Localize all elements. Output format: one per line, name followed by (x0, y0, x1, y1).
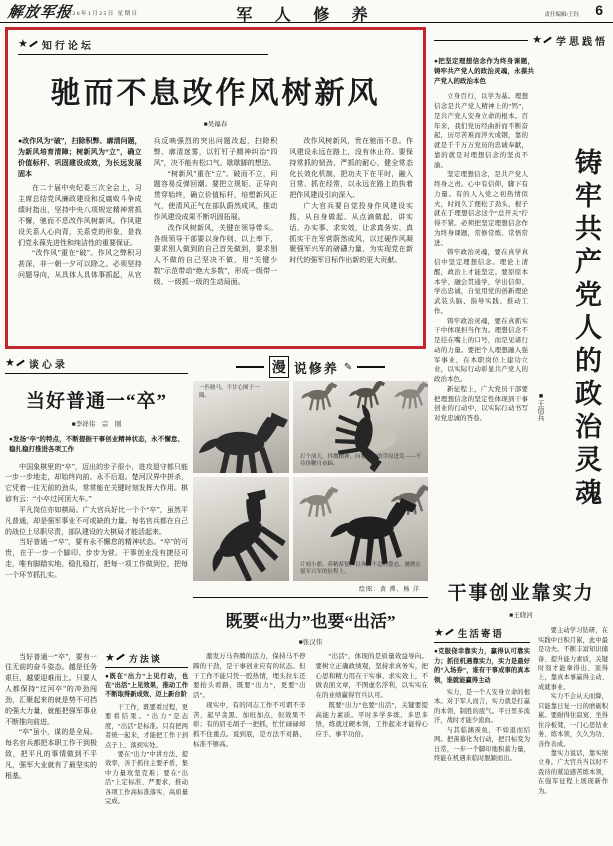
divider-line (357, 366, 385, 368)
paragraph: 要在“出力”中讲方法、提效率，善于抓住主要矛盾，集中力量攻坚克难；要在“出活”上定标准、严要求，推动各项工作高标准落实、高质量完成。 (105, 751, 188, 806)
method-summary: ●既在“出力”上见行动，也在“出活”上见效果，推动工作不断取得新成效、迈上新台阶 (105, 672, 188, 699)
pen-icon: ✎ (343, 361, 353, 373)
page-header (0, 0, 613, 23)
strength-article-body (538, 626, 608, 846)
page-number: 6 (595, 2, 603, 18)
date-line: 2026年1月25日 星期日 (64, 11, 139, 17)
method-body (105, 703, 188, 807)
star-swoosh-icon (116, 654, 125, 661)
strength-article (434, 578, 608, 846)
paragraph: 现实中，有的同志工作不可谓不辛苦，起早贪黑、加班加点，但效果不彰；有的眉毛胡子一把抓，忙忙碌碌却抓不住重点。说到底，是方法不对路、标准不够高。 (193, 701, 306, 748)
center-column (193, 356, 428, 842)
divider-line (236, 366, 264, 368)
paragraph: 实力，是一个人安身立命的根本。对于军人而言，实力就是打赢的本领、制胜的底气。平日里多流汗，战时才能少流血。 (434, 689, 530, 725)
paragraph: “出活”，体现的是质量效益导向。要树立正确政绩观，坚持求真务实，把心思和精力用在干实事、求实效上，不做表面文章，不图虚名浮利，以实实在在的业绩赢得官兵认可。 (315, 653, 428, 699)
cartoon-panel-2 (293, 381, 428, 473)
wuxue-article-row (434, 92, 608, 568)
talk-article-body (5, 462, 188, 648)
life-summary: ●克服侥幸靠实力，赢得认可靠实力；抓住机遇靠实力，实力是最好的“入场券”，谁有干事成事的真本领，谁就能赢得主动 (434, 648, 530, 684)
paragraph: 要主动学习钻研，在实践中日积月累，此中最是功夫。不断丰富知识储备、提升能力素质，关键时刻才能拿得出、顶得上，靠真本事赢得主动、成就事业。 (538, 627, 608, 691)
wuxue-paragraphs (434, 92, 528, 424)
paragraph: “卒”虽小，谋的是全局。每名官兵都把本职工作干到极致，把平凡的事情做到不平凡，强军大业就有了最坚实的根基。 (5, 728, 97, 780)
life-body (434, 688, 530, 764)
talk-paragraphs (5, 462, 188, 581)
paragraph: 靠实力说话，靠实绩立身。广大官兵当以时不我待的紧迫感苦练本领，在强军征程上展现新作为。 (538, 749, 608, 795)
paragraph: 实力不会从天而降，只能靠日复一日的磨砺积累。要耐得住寂寞、坐得住冷板凳，一门心思钻业务、练本领，久久为功、善作善成。 (538, 693, 608, 748)
output-headline: 既要“出力”也要“出活” (225, 612, 396, 631)
talk-column (5, 356, 188, 842)
cartoon-panel-4 (293, 477, 428, 581)
section-label-fangfatan (105, 652, 188, 668)
life-section (434, 626, 530, 846)
main-article-summary: ●改作风为“破”，扫除积弊、廓清问题，为新风培育清障；树新风为“立”，确立价值标杆、巩固建设成效，为长远发展固本 (18, 137, 142, 178)
paragraph: “改作风”重在“破”。作风之弊积习甚深，非一朝一夕可以除之。必须坚持问题导向，从具体人具体事抓起，从官兵反映强烈的突出问题改起，扫除积弊、廓清迷雾，以钉钉子精神纠治“四风”，决不能有松口气、歇歇脚的想法。 (18, 137, 278, 280)
star-icon: ★ (532, 34, 542, 46)
cartoon-caption: 打个滚儿，抖擞精神，向着心中的草原进发——不待扬鞭自奋蹄。 (300, 453, 422, 468)
wuxue-headline-area (528, 92, 608, 568)
paragraph: “树新风”重在“立”。破而不立，问题容易反弹回潮。要把立规矩、正导向贯穿始终，确立价值标杆，培塑新风正气，使清风正气在部队蔚然成风，推动作风建设成果不断巩固拓展。 (153, 169, 278, 221)
talk-bottom-row (5, 652, 188, 834)
cartoon-panel-3 (193, 477, 289, 581)
section-label-text: 知行论坛 (41, 41, 94, 52)
cartoon-label-text: 说修养 (293, 360, 339, 376)
newspaper-logo: 解放军报 (6, 5, 73, 21)
star-swoosh-icon (16, 359, 25, 366)
paragraph: 中国象棋里的“卒”，迈出的步子很小，进攻退守都只能一步一步地走，却始终向前、永不后退。楚河汉界中拼杀，它凭着一往无前的劲头，常常能在关键时刻发挥大作用。棋谚有云：“小卒过河顶大车。” (5, 462, 188, 504)
star-icon: ★ (18, 38, 28, 50)
star-swoosh-icon (543, 36, 552, 43)
wuxue-vertical-headline: 铸牢共产党人的政治灵魂 (571, 148, 601, 512)
paragraph: 立身百行，以学为基。理想信念是共产党人精神上的“钙”，是共产党人安身立命的根本。百年来，我们党历经曲折而不断奋起，历尽苦难而淬火成钢，靠的就是千千万万党员的忠诚奉献，靠的就是对理想信念的坚贞不渝。 (434, 93, 528, 169)
talk-byline: ■李祥伟 宗 刚 (71, 421, 122, 428)
paragraph: 广大官兵要自觉投身作风建设实践，从自身做起、从点滴做起，讲实话、办实事、求实效，让求真务实、真抓实干在军营蔚然成风，以过硬作风凝聚强军兴军的磅礴力量，为实现党在新时代的强军目标作出新的更大贡献。 (289, 202, 413, 265)
paragraph: 激发万马奔腾的活力，保持马不停蹄的干劲，是干事创业应有的状态。但干工作不能只凭一腔热情，埋头拉车还要抬头看路，既要“出力”，更要“出活”。 (193, 653, 306, 699)
divider-line (434, 40, 528, 42)
section-label-text: 方法谈 (128, 653, 162, 664)
page-title: 军 人 修 养 (236, 7, 377, 24)
strength-paragraphs (538, 626, 608, 796)
editor-credit: 责任编辑/王钰 (544, 12, 579, 18)
output-article-body (193, 652, 428, 818)
section-label-zhixing (18, 37, 268, 55)
star-icon: ★ (105, 651, 115, 664)
section-label-xuesijianwu (434, 27, 608, 50)
right-column (434, 27, 608, 842)
paragraph: 当好普通一“卒”，要有一往无前的奋斗姿态。越是任务艰巨，越要迎难而上。只要人人都保持“过河卒”的冲劲闯劲，汇聚起来的就是势不可挡的强大力量，就能把强军事业不断推向前进。 (5, 652, 97, 726)
wuxue-byline: ■王信兵 (537, 392, 545, 422)
method-paragraphs (105, 703, 188, 807)
wuxue-article-body (434, 92, 528, 568)
life-paragraphs (434, 688, 530, 764)
output-paragraphs (193, 652, 428, 750)
paragraph: 平凡岗位亦如棋局。广大官兵好比一个个“卒”，虽然平凡普通，却是强军事业不可或缺的力量。每名官兵都在自己的战位上尽职尽责，部队建设的大棋局才能活起来。 (5, 505, 188, 536)
paragraph: 干工作，既要看过程，更要看结果。“出力”是态度，“出活”是标准。只有把两者统一起来，才能把工作干到点子上、落到实处。 (105, 703, 188, 749)
main-article-body (18, 136, 413, 336)
star-icon: ★ (434, 626, 444, 639)
cartoon-credit: 绘图：黄 潭、杨 洋 (358, 587, 420, 593)
talk-summary: ●发扬“卒”的特点，不断提振干事创业精神状态，永不懈怠、稳扎稳打推进各项工作 (9, 436, 184, 453)
section-label-text: 学思践悟 (556, 37, 608, 48)
cartoon-caption: 片刻小憩、养精蓄锐，以奔腾不息的姿态，驰骋在强军兴军的征程上。 (300, 561, 422, 576)
star-swoosh-icon (29, 40, 38, 47)
cartoon-section-label (193, 356, 428, 378)
talk-headline: 当好普通一“卒” (25, 391, 167, 412)
talk-article-continuation (5, 652, 97, 834)
paragraph: 既要“出力”也要“出活”，关键要提高能力素质。平时多学多练、多思多悟，练就过硬本领，工作起来才能得心应手、事半功倍。 (315, 701, 428, 738)
featured-article-box (5, 27, 426, 349)
paragraph: 与其临渊羡鱼，不如退而结网。把羡慕化为行动，把目标变为日常，一步一个脚印地积蓄力量，终能在机遇来临时脱颖而出。 (434, 726, 530, 763)
horse-illustration (193, 477, 289, 581)
paragraph: 当好普通一“卒”，要有永不懈怠的精神状态。“卒”的可贵，在于一步一个脚印、步步为营。干事创业没有捷径可走，唯有脚踏实地、稳扎稳打，把每一项工作做到位，把每一个环节抓扎实。 (5, 538, 188, 579)
section-label-text: 谈心录 (28, 360, 68, 371)
cartoon-panel-1 (193, 381, 289, 473)
output-byline: ■张汉伟 (298, 639, 323, 646)
divider-line (193, 597, 428, 598)
method-section (105, 652, 188, 834)
talk-cont-paragraphs (5, 652, 97, 782)
paragraph: 坚定理想信念，是共产党人终身之责。心中有信仰，脚下有力量。有的人入党之初热情似火，时间久了便松了劲头，根子就在于理想信念这个“总开关”拧得不紧。必须把坚定理想信念作为终身课题，常修常炼、常悟常进。 (434, 171, 528, 247)
strength-byline: ■王晓河 (509, 612, 533, 620)
strength-headline: 干事创业靠实力 (447, 583, 595, 605)
cartoon-grid (193, 381, 428, 581)
paragraph: 改作风树新风，关键在领导带头。各级领导干部要以身作则、以上率下，要求别人做到的自己首先做到，要求别人不做的自己坚决不做，用“关键少数”示范带动“绝大多数”，形成一级带一级、一级抓一级的生动局面。 (153, 223, 278, 286)
cartoon-label-char: 漫 (269, 356, 289, 378)
paragraph: 改作风树新风，贵在驰而不息。作风建设永远在路上，没有休止符。要保持常抓的韧劲、严抓的耐心，健全常态化长效化机制，把功夫下在平时，融入日常、抓在经常，以永远在路上的执着把作风建设引向深入。 (289, 137, 413, 200)
section-label-tanxinlu (5, 356, 188, 374)
strength-row (434, 626, 608, 846)
section-label-text: 生活寄语 (457, 629, 504, 641)
star-icon: ★ (5, 357, 15, 369)
paragraph: 铸牢政治灵魂，要在真抓实干中体现担当作为。理想信念不是挂在嘴上的口号，而是见诸行动的力量。要把个人理想融入强军事业，在本职岗位上建功立业，以实际行动彰显共产党人的政治本色。 (434, 317, 528, 383)
main-byline: ■吴福春 (203, 121, 228, 128)
cartoon-caption: 一匹骏马，不甘心囿于一隅。 (199, 385, 260, 399)
section-label-shenghuojiyu (434, 626, 530, 643)
paragraph: 在二十届中央纪委三次全会上，习主席总结党风廉政建设和反腐败斗争成绩时指出，坚持中央八项规定精神常抓不懈，驰而不息改作风树新风。作风建设关系人心向背，关系党的形象，是我们党永葆先进性和纯洁性的重要保证。 (18, 184, 142, 247)
paragraph: 铸牢政治灵魂，要在真学真信中坚定理想信念。理论上清醒，政治上才能坚定。要原原本本学、融会贯通学，学出信仰、学出忠诚，自觉用党的创新理论武装头脑、指导实践、推动工作。 (434, 249, 528, 315)
paragraph: 新征程上，广大党员干部要把理想信念的坚定性体现到干事创业的行动中，以实际行动书写对党忠诚的答卷。 (434, 385, 528, 422)
star-swoosh-icon (445, 629, 454, 636)
main-headline: 驰而不息改作风树新风 (50, 77, 381, 110)
wuxue-summary: ●把坚定理想信念作为终身课题，铸牢共产党人的政治灵魂，永葆共产党人的政治本色 (434, 58, 534, 85)
